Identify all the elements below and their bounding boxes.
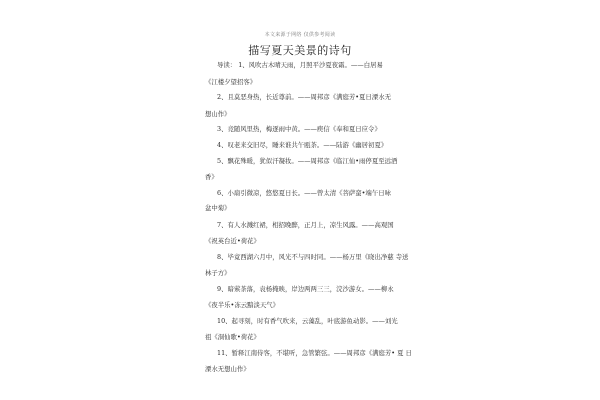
- text-line: 《江楼夕望招客》: [205, 78, 257, 86]
- text-line: 8、毕竟西湖六月中，风光不与四时同。——杨万里《晓出净慈 寺送: [217, 253, 409, 261]
- text-line: 6、小扇引微凉，悠悠夏日长。——曾太清《菩萨蛮•端午日咏: [217, 189, 391, 197]
- text-line: 导读： 1、风吹古木晴天雨，月照平沙夏夜霜。——白居易: [217, 61, 383, 69]
- text-line: 9、暗萦茶落，袁杨掩映，岸边两两三三，浣沙游女。——柳永: [217, 285, 394, 293]
- text-line: 3、竞随风里热，梅逐雨中黄。——庾信《奉和夏日应令》: [217, 125, 381, 133]
- text-line: 溧水无想山作》: [205, 365, 250, 373]
- text-line: 香》: [205, 173, 218, 181]
- text-line: 5、飘花殊暖，犹似汗凝妆。——周邦彦《临江仙•雨停夏至远酒: [217, 157, 398, 165]
- text-line: 想山作》: [205, 110, 231, 118]
- text-line: 10、起寻刻，时有香气吹来，云藻乱，叶底游鱼动影。——刘光: [217, 317, 398, 325]
- text-line: 11、暂释江南侍客，不堪听，急管繁弦。——周邦彦《满庭芳• 夏 日: [217, 349, 412, 357]
- text-line: 《夜半乐•冻云黯淡天气》: [205, 301, 280, 309]
- text-line: 祖《洞仙歌•荷花》: [205, 333, 260, 341]
- text-line: 盆中菊》: [205, 204, 231, 212]
- text-line: 4、叹老来交旧尽，睡来谁共午瓯茶。——陆游《幽居初夏》: [217, 141, 388, 149]
- document-title: 描写夏天美景的诗句: [248, 44, 352, 57]
- text-line: 林子方》: [205, 269, 231, 277]
- text-line: 《祝英台近•荷花》: [205, 237, 260, 245]
- document-header-note: 本文来源于网络 仅供参考阅读: [264, 32, 336, 38]
- text-line: 2、且莫恶身热，长近尊前。——周邦彦《满庭芳•夏日溧水无: [217, 93, 391, 101]
- text-line: 7、有人水溅红裙，相招晚醉，正月上，凉生风露。——高观国: [217, 221, 394, 229]
